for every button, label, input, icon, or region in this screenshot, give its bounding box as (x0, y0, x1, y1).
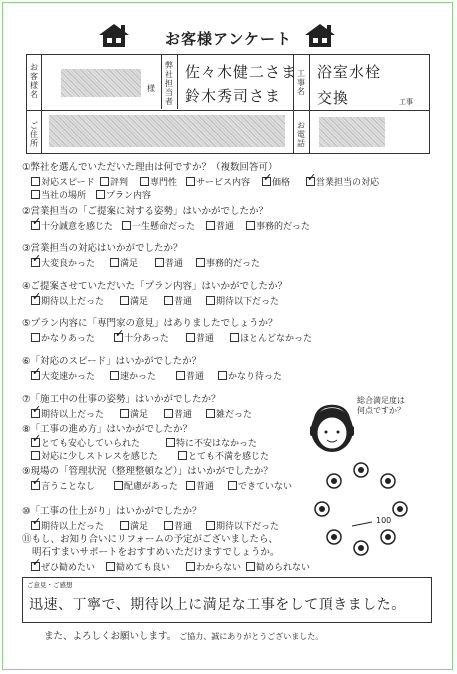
q4-option-3[interactable]: 普通 (164, 295, 192, 308)
q11-option-4[interactable]: 勧められない (246, 561, 310, 574)
work-line-1: 浴室水栓 (317, 63, 382, 81)
work-suffix: 工事 (399, 98, 413, 106)
name-label: お客様名 (30, 63, 38, 99)
q11-option-2[interactable]: 勧めても良い (106, 561, 170, 574)
q1-option-price[interactable]: ✓ 価格 (262, 176, 290, 189)
question-3: ③営業担当の対応はいかがでしたか？ (22, 243, 183, 254)
q6-option-1[interactable]: ✓大変速かった (31, 370, 95, 383)
q7-option-4[interactable]: 雑だった (206, 408, 252, 421)
q3-option-1[interactable]: ✓大変良かった (31, 257, 95, 270)
question-1: ①弊社を選んでいただいた理由は何ですか？（複数回答可） (22, 162, 278, 173)
flower-wreath (308, 456, 414, 562)
question-5: ⑤プラン内容に「専門家の意見」はありましたでしょうか？ (22, 318, 278, 329)
customer-info-table (26, 54, 430, 154)
q9-option-1[interactable]: ✓言うことなし (31, 480, 95, 493)
rep-name-1: 佐々木健二さま (185, 63, 298, 81)
footer-thanks: ご協力、誠にありがとうございました。 (179, 632, 324, 641)
q11-option-1[interactable]: ✓ぜひ勧めたい (31, 561, 95, 574)
q8-option-3[interactable]: 対応に少しストレスを感じた (31, 450, 158, 463)
q2-option-1[interactable]: ✓十分誠意を感じた (31, 220, 113, 233)
q3-option-3[interactable]: 普通 (155, 257, 183, 270)
rep-label: 弊社担当者 (165, 61, 173, 106)
q1-option-plan[interactable]: プラン内容 (96, 189, 151, 202)
satisfaction-score: 100 (376, 516, 392, 525)
q9-option-4[interactable]: できていない (228, 480, 292, 493)
q1-option-sales-rep[interactable]: ✓ 営業担当の対応 (306, 176, 379, 189)
q10-option-3[interactable]: 普通 (164, 520, 192, 533)
q1-option-location[interactable]: 当社の場所 (31, 189, 86, 202)
question-8: ⑧「工事の進め方」はいかがでしたか？ (22, 424, 193, 435)
q10-option-4[interactable]: 期待以下だった (206, 520, 279, 533)
rep-name-2: 鈴木秀司さま (185, 87, 282, 105)
q1-option-reputation[interactable]: 評判 (100, 176, 128, 189)
q8-option-4[interactable]: とても不満を感じた (178, 450, 269, 463)
q7-option-3[interactable]: 普通 (164, 408, 192, 421)
question-11: ⑪もし、お知り合いにリフォームの予定がございましたら、 (22, 534, 279, 545)
operator-illustration (302, 400, 364, 456)
q9-option-2[interactable]: 配慮があった (114, 480, 178, 493)
q4-option-4[interactable]: 期待以下だった (206, 295, 279, 308)
q10-option-2[interactable]: 満足 (120, 520, 148, 533)
satisfaction-label: 総合満足度は 何点ですか？ (357, 396, 405, 415)
q6-option-4[interactable]: かなり待った (218, 370, 282, 383)
comment-box (22, 577, 432, 623)
q2-option-2[interactable]: 一生懸命だった (122, 220, 195, 233)
q7-option-1[interactable]: ✓期待以上だった (31, 408, 104, 421)
phone-label: お電話 (297, 121, 305, 148)
name-suffix: 様 (147, 84, 155, 93)
q5-option-3[interactable]: 普通 (186, 332, 214, 345)
question-6: ⑥「対応のスピード」はいかがでしたか？ (22, 356, 202, 367)
q3-option-4[interactable]: 事務的だった (196, 257, 260, 270)
q4-option-2[interactable]: 満足 (120, 295, 148, 308)
redacted-phone (319, 117, 385, 147)
q8-option-2[interactable]: 特に不安はなかった (166, 437, 257, 450)
q6-option-3[interactable]: 普通 (176, 370, 204, 383)
q2-option-3[interactable]: 普通 (206, 220, 234, 233)
address-label: ご住所 (30, 121, 38, 148)
q2-option-4[interactable]: 事務的だった (246, 220, 310, 233)
q8-option-1[interactable]: ✓とても安心していられた (31, 437, 140, 450)
question-10: ⑩「工事の仕上がり」はいかがでしたか？ (22, 506, 202, 517)
q4-option-1[interactable]: ✓期待以上だった (31, 295, 104, 308)
footer (44, 628, 323, 642)
work-line-2: 交換 (317, 89, 350, 107)
question-11-line2: 明石すまいサポートをおすすめいただけますでしょうか。 (32, 547, 280, 558)
redacted-name (61, 69, 141, 97)
work-label: 工事名 (297, 69, 305, 96)
comment-text: 迅速、丁寧で、期待以上に満足な工事をして頂きました。 (29, 597, 406, 613)
q1-option-service[interactable]: サービス内容 (186, 176, 250, 189)
q5-option-4[interactable]: ほとんどなかった (230, 332, 312, 345)
question-9: ⑨現場の「管理状況（整理整頓など）」はいかがでしたか？ (22, 466, 273, 477)
comment-label: ご意見・ご感想 (27, 581, 73, 589)
q1-option-speed[interactable]: 対応スピード (31, 176, 95, 189)
q5-option-1[interactable]: かなりあった (31, 332, 95, 345)
q3-option-2[interactable]: 満足 (110, 257, 138, 270)
page-title: お客様アンケート (164, 30, 293, 48)
footer-text: また、よろしくお願いします。 (44, 631, 177, 642)
question-7: ⑦「施工中の仕事の姿勢」はいかがでしたか？ (22, 394, 221, 405)
q7-option-2[interactable]: 満足 (120, 408, 148, 421)
q10-option-1[interactable]: ✓期待以上だった (31, 520, 104, 533)
question-2: ②営業担当の「ご提案に対する姿勢」はいかがでしたか？ (22, 206, 269, 217)
q11-option-3[interactable]: わからない (186, 561, 241, 574)
question-4: ④ご提案させていただいた「プラン内容」はいかがでしたか？ (22, 281, 288, 292)
q5-option-2[interactable]: ✓ 十分あった (114, 332, 169, 345)
q1-option-expertise[interactable]: 専門性 (140, 176, 177, 189)
q6-option-2[interactable]: 速かった (110, 370, 156, 383)
redacted-address (49, 115, 285, 147)
q9-option-3[interactable]: 普通 (186, 480, 214, 493)
